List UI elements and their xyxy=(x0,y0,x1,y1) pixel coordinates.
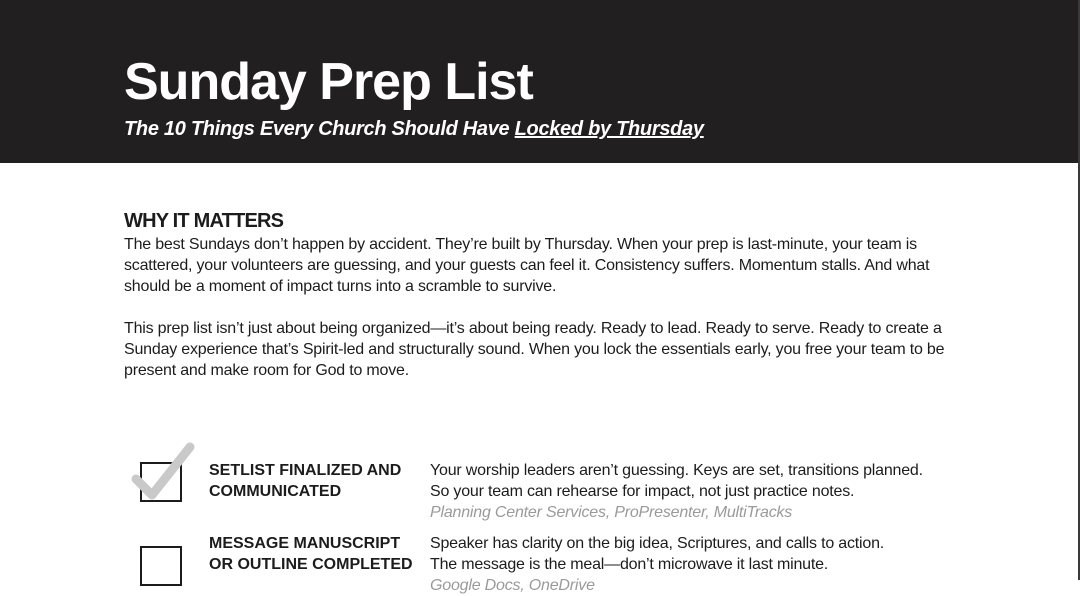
description-line: Speaker has clarity on the big idea, Scriptures, and calls to action. xyxy=(430,535,885,552)
description-line: So your team can rehearse for impact, not just practice notes. xyxy=(430,483,855,500)
checklist-item-title: SETLIST FINALIZED AND COMMUNICATED xyxy=(209,462,402,500)
checklist-item-tools: Planning Center Services, ProPresenter, MultiTracks xyxy=(430,504,793,521)
header-banner xyxy=(0,0,1078,163)
description-line: Your worship leaders aren’t guessing. Keys are set, transitions planned. xyxy=(430,462,923,479)
subtitle-prefix: The 10 Things Every Church Should Have xyxy=(124,118,515,140)
why-it-matters-heading: WHY IT MATTERS xyxy=(124,210,284,232)
why-paragraph-2: This prep list isn’t just about being organized—it’s about being ready. Ready to lead. Ready to serve. Ready to create a Sunday experience that’s Spirit-led and structurally sound. When you lock the essentials early, you free your team to be present and make room for God to move. xyxy=(124,320,945,379)
page-title: Sunday Prep List xyxy=(124,53,533,111)
checklist-item-title: MESSAGE MANUSCRIPT OR OUTLINE COMPLETED xyxy=(209,535,413,573)
checklist-item-description xyxy=(430,533,990,596)
checklist-checkbox[interactable] xyxy=(140,546,182,586)
checklist-item-tools: Google Docs, OneDrive xyxy=(430,577,595,594)
subtitle-emphasis: Locked by Thursday xyxy=(514,118,704,140)
checkmark-icon xyxy=(128,443,198,503)
page-subtitle xyxy=(124,116,704,142)
why-paragraph-1: The best Sundays don’t happen by accident. They’re built by Thursday. When your prep is last-minute, your team is scattered, your volunteers are guessing, and your guests can feel it. Consistency suffers. Momentum stalls. And what should be a moment of impact turns into a scramble to survive. xyxy=(124,236,930,295)
checklist-item-description xyxy=(430,460,990,523)
description-line: The message is the meal—don’t microwave it last minute. xyxy=(430,556,829,573)
